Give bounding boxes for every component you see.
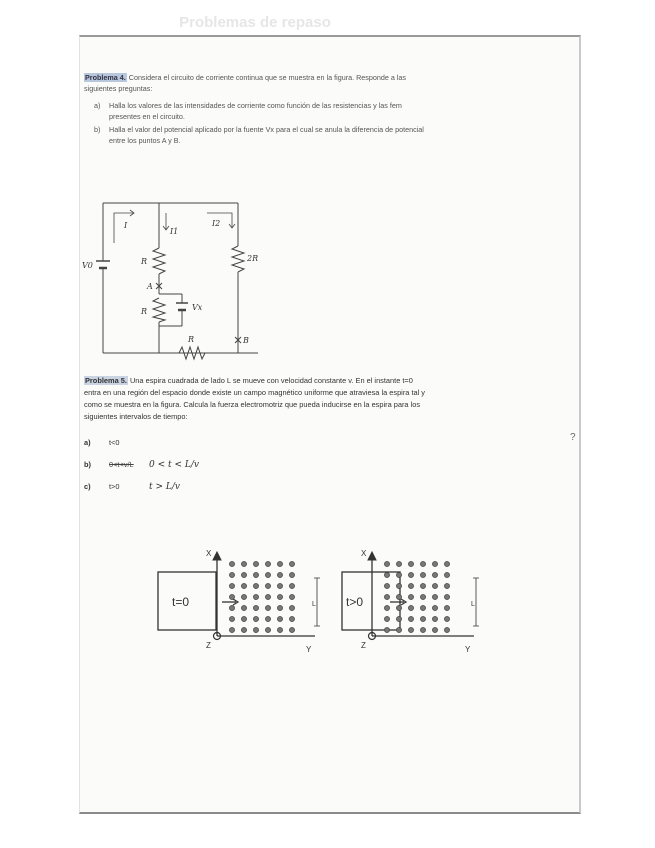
field-dot [277, 605, 282, 610]
field-dot [277, 616, 282, 621]
field-dot [432, 572, 437, 577]
problem-5-label: Problema 5. [85, 376, 127, 385]
side-label: L [471, 601, 475, 608]
field-dot [432, 605, 437, 610]
field-dot [396, 627, 401, 632]
field-dot [265, 627, 270, 632]
field-dot [277, 627, 282, 632]
magnetic-field-dots [229, 561, 294, 632]
field-dot [444, 605, 449, 610]
field-dot [265, 572, 270, 577]
field-dot [396, 572, 401, 577]
handwritten-note: t > L/v [149, 482, 180, 492]
field-dot [384, 561, 389, 566]
problem-4-intro [84, 72, 429, 94]
field-dot [408, 561, 413, 566]
field-dot [241, 583, 246, 588]
axis-label-x: X [206, 549, 212, 558]
field-dot [408, 583, 413, 588]
field-dot [253, 616, 258, 621]
field-dot [229, 572, 234, 577]
field-dot [229, 627, 234, 632]
circuit-diagram [84, 168, 264, 373]
list-item: b) 0<t<v/L 0 < t < L/v [84, 460, 199, 470]
field-dot [444, 572, 449, 577]
label-2r: 2R [247, 254, 259, 263]
field-dot [396, 561, 401, 566]
edge-mark: ? [570, 432, 576, 443]
field-dot [277, 594, 282, 599]
handwritten-note: 0 < t < L/v [149, 460, 199, 470]
field-dot [384, 616, 389, 621]
axis-label-z: Z [361, 641, 366, 650]
field-dot [408, 616, 413, 621]
problem-5-text: Una espira cuadrada de lado L se mueve con velocidad constante v. En el instante t=0 entra en una región del espacio donde existe un campo magnético uniforme que atraviesa la espira tal y como se muestra en la figura. Calcula la fuerza electromotriz que pueda inducirse en la espira para los siguientes intervalos de tiempo: [84, 376, 426, 421]
field-dot [253, 572, 258, 577]
field-dot [420, 572, 425, 577]
field-dot [253, 583, 258, 588]
time-label: t=0 [172, 595, 190, 609]
field-dot [289, 594, 294, 599]
field-dot [289, 572, 294, 577]
field-dot [229, 583, 234, 588]
field-dot [384, 572, 389, 577]
field-dot [384, 627, 389, 632]
field-dot [253, 627, 258, 632]
figure-t0 [150, 548, 325, 658]
resistor-top [153, 248, 165, 274]
field-dot [420, 616, 425, 621]
field-dot [444, 583, 449, 588]
field-dot [265, 616, 270, 621]
field-dot [396, 583, 401, 588]
field-dot [229, 594, 234, 599]
field-dot [432, 594, 437, 599]
field-dot [253, 561, 258, 566]
field-dot [277, 583, 282, 588]
label-r-mid: R [141, 307, 148, 316]
field-dot [289, 583, 294, 588]
field-dot [289, 616, 294, 621]
field-dot [408, 605, 413, 610]
list-item: c) t>0 t > L/v [84, 482, 180, 492]
field-dot [420, 583, 425, 588]
field-dot [396, 594, 401, 599]
field-dot [408, 572, 413, 577]
axis-label-y: Y [465, 645, 471, 654]
list-item: a) Halla los valores de las intensidades de corriente como función de las resistencias y las fem presentes en el circuito. [94, 101, 402, 121]
field-dot [408, 627, 413, 632]
problem-4-label: Problema 4. [85, 73, 126, 82]
field-dot [241, 627, 246, 632]
label-b: B [243, 336, 249, 345]
problem-4 [84, 72, 429, 148]
field-dot [408, 594, 413, 599]
field-dot [229, 605, 234, 610]
label-r-bottom: R [188, 335, 195, 344]
field-dot [229, 561, 234, 566]
time-label: t>0 [346, 595, 364, 609]
field-dot [432, 583, 437, 588]
field-dot [420, 594, 425, 599]
problem-5 [84, 375, 429, 498]
field-dot [384, 594, 389, 599]
field-dot [277, 572, 282, 577]
field-dot [253, 605, 258, 610]
label-i2: I2 [212, 219, 221, 228]
field-dot [253, 594, 258, 599]
problem-5-intro [84, 375, 429, 423]
field-dot [444, 561, 449, 566]
side-label: L [312, 601, 316, 608]
field-dot [420, 605, 425, 610]
field-dot [289, 627, 294, 632]
field-dot [277, 561, 282, 566]
label-r-top: R [141, 257, 148, 266]
label-i: I [124, 221, 128, 230]
field-dot [241, 572, 246, 577]
label-a: A [147, 282, 153, 291]
field-dot [241, 605, 246, 610]
field-dot [265, 594, 270, 599]
field-dot [241, 616, 246, 621]
field-dot [265, 561, 270, 566]
resistor-right [232, 246, 244, 272]
faint-header: Problemas de repaso [179, 14, 331, 31]
field-dot [241, 594, 246, 599]
field-dot [384, 605, 389, 610]
problem-4-text: Considera el circuito de corriente continua que se muestra en la figura. Responde a las siguientes preguntas: [84, 73, 407, 93]
field-dot [396, 605, 401, 610]
figure-t-positive [334, 548, 494, 658]
field-dot [420, 561, 425, 566]
list-item: a) t<0 [84, 438, 120, 447]
field-dot [444, 616, 449, 621]
field-dot [444, 627, 449, 632]
list-item: b) Halla el valor del potencial aplicado por la fuente Vx para el cual se anula la diferencia de potencial entre los puntos A y B. [94, 125, 424, 145]
field-dot [444, 594, 449, 599]
field-dot [432, 627, 437, 632]
axis-label-y: Y [306, 645, 312, 654]
field-dot [265, 605, 270, 610]
field-dot [432, 616, 437, 621]
field-dot [265, 583, 270, 588]
field-dot [241, 561, 246, 566]
axis-label-x: X [361, 549, 367, 558]
field-dot [384, 583, 389, 588]
axis-label-z: Z [206, 641, 211, 650]
field-dot [229, 616, 234, 621]
field-dot [432, 561, 437, 566]
field-dot [289, 605, 294, 610]
label-i1: I1 [170, 227, 179, 236]
field-dot [289, 561, 294, 566]
resistor-mid [153, 298, 165, 322]
field-dot [396, 616, 401, 621]
field-dot [420, 627, 425, 632]
label-v0: V0 [82, 261, 93, 270]
label-vx: Vx [192, 303, 203, 312]
